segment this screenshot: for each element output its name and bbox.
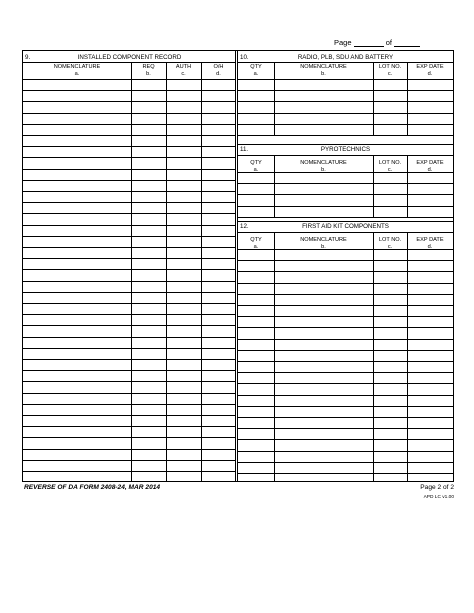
row-line xyxy=(238,350,453,351)
row-line xyxy=(238,217,453,218)
pyro-col-lot: LOT NO. c. xyxy=(378,160,402,173)
page-number-label xyxy=(334,38,420,47)
pyro-col-qty: QTY a. xyxy=(250,160,262,173)
column-line xyxy=(274,232,275,481)
section-number-12: 12. xyxy=(240,223,249,230)
title-rule xyxy=(23,62,236,63)
section-rule xyxy=(238,155,453,156)
col-auth-header: AUTH c. xyxy=(175,64,192,77)
row-line xyxy=(238,428,453,429)
column-line xyxy=(274,155,275,217)
row-line xyxy=(238,316,453,317)
header-rule xyxy=(238,172,453,173)
row-line xyxy=(23,146,236,147)
section-number-11: 11. xyxy=(240,146,249,153)
row-line xyxy=(238,305,453,306)
page-label: Page xyxy=(334,38,352,47)
row-line xyxy=(23,113,236,114)
row-line xyxy=(238,339,453,340)
row-line xyxy=(23,449,236,450)
column-line xyxy=(201,62,202,481)
row-line xyxy=(23,157,236,158)
header-rule xyxy=(238,249,453,250)
radio-col-exp: EXP DATE d. xyxy=(416,64,444,77)
row-line xyxy=(238,206,453,207)
row-line xyxy=(23,460,236,461)
row-line xyxy=(238,90,453,91)
col-req-header: REQ b. xyxy=(142,64,155,77)
row-line xyxy=(238,417,453,418)
row-line xyxy=(23,169,236,170)
section-title: INSTALLED COMPONENT RECORD xyxy=(77,54,182,61)
row-line xyxy=(238,462,453,463)
row-line xyxy=(238,135,453,136)
row-line xyxy=(23,348,236,349)
page-number-field[interactable] xyxy=(354,39,384,47)
firstaid-col-lot: LOT NO. c. xyxy=(378,237,402,250)
row-line xyxy=(238,124,453,125)
pyro-col-exp: EXP DATE d. xyxy=(416,160,444,173)
form-frame xyxy=(22,50,454,482)
col-nomenclature-header: NOMENCLATURE a. xyxy=(53,64,101,77)
row-line xyxy=(238,294,453,295)
row-line xyxy=(23,303,236,304)
of-label: of xyxy=(385,38,392,47)
row-line xyxy=(23,404,236,405)
column-line xyxy=(166,62,167,481)
row-line xyxy=(238,451,453,452)
row-line xyxy=(23,325,236,326)
row-line xyxy=(23,225,236,226)
row-line xyxy=(23,337,236,338)
firstaid-col-exp: EXP DATE d. xyxy=(416,237,444,250)
section-rule xyxy=(238,232,453,233)
row-line xyxy=(238,271,453,272)
row-line xyxy=(23,437,236,438)
radio-col-nomenclature: NOMENCLATURE b. xyxy=(300,64,347,77)
pyro-col-nomenclature: NOMENCLATURE b. xyxy=(300,160,347,173)
page-indicator: Page 2 of 2 xyxy=(420,484,454,491)
column-line xyxy=(373,155,374,217)
row-line xyxy=(238,183,453,184)
row-line xyxy=(23,202,236,203)
col-oh-header: O/H d. xyxy=(213,64,224,77)
row-line xyxy=(23,236,236,237)
row-line xyxy=(23,124,236,125)
row-line xyxy=(23,191,236,192)
row-line xyxy=(23,471,236,472)
row-line xyxy=(238,439,453,440)
row-line xyxy=(238,473,453,474)
row-line xyxy=(238,327,453,328)
row-line xyxy=(23,370,236,371)
row-line xyxy=(23,269,236,270)
column-line xyxy=(373,232,374,481)
row-line xyxy=(23,393,236,394)
row-line xyxy=(238,406,453,407)
firstaid-col-nomenclature: NOMENCLATURE b. xyxy=(300,237,347,250)
radio-section-title: RADIO, PLB, SDU AND BATTERY xyxy=(297,54,394,61)
section-rule xyxy=(238,62,453,63)
installed-component-record xyxy=(23,51,236,481)
pyro-section-title: PYROTECHNICS xyxy=(320,146,371,153)
section-number: 9. xyxy=(25,54,31,61)
row-line xyxy=(23,426,236,427)
section-rule xyxy=(238,221,453,222)
column-line xyxy=(407,232,408,481)
right-panel xyxy=(238,51,453,481)
row-line xyxy=(238,395,453,396)
section-number-10: 10. xyxy=(240,54,249,61)
row-line xyxy=(238,372,453,373)
column-line xyxy=(407,62,408,135)
header-rule xyxy=(238,79,453,80)
column-line xyxy=(274,62,275,135)
row-line xyxy=(23,247,236,248)
row-line xyxy=(238,361,453,362)
row-line xyxy=(238,260,453,261)
row-line xyxy=(238,194,453,195)
row-line xyxy=(23,415,236,416)
form-identifier: REVERSE OF DA FORM 2408-24, MAR 2014 xyxy=(24,484,161,491)
row-line xyxy=(23,135,236,136)
version-label: APD LC v1.00 xyxy=(423,495,454,500)
radio-col-lot: LOT NO. c. xyxy=(378,64,402,77)
row-line xyxy=(23,90,236,91)
row-line xyxy=(238,383,453,384)
firstaid-section-title: FIRST AID KIT COMPONENTS xyxy=(302,223,389,230)
total-pages-field[interactable] xyxy=(394,39,420,47)
radio-col-qty: QTY a. xyxy=(250,64,262,77)
column-line xyxy=(373,62,374,135)
row-line xyxy=(238,101,453,102)
firstaid-col-qty: QTY a. xyxy=(250,237,262,250)
section-rule xyxy=(238,144,453,145)
header-rule xyxy=(23,79,236,80)
row-line xyxy=(238,283,453,284)
row-line xyxy=(23,180,236,181)
column-line xyxy=(407,155,408,217)
row-line xyxy=(23,359,236,360)
column-line xyxy=(131,62,132,481)
row-line xyxy=(23,381,236,382)
row-line xyxy=(23,258,236,259)
row-line xyxy=(238,113,453,114)
row-line xyxy=(23,101,236,102)
row-line xyxy=(23,213,236,214)
row-line xyxy=(23,281,236,282)
row-line xyxy=(23,292,236,293)
row-line xyxy=(23,314,236,315)
